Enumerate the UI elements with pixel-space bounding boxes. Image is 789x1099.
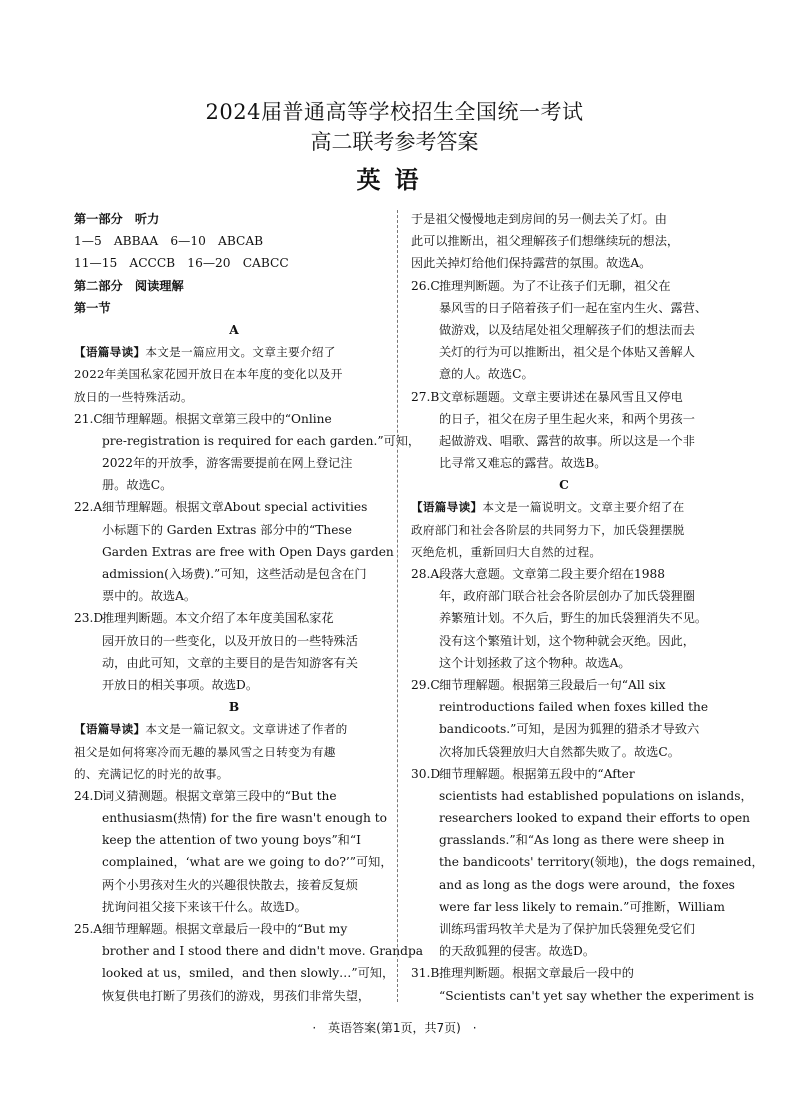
explanation-line: 这个计划拯救了这个物种。故选A。: [439, 655, 631, 670]
explanation-line: 册。故选C。: [102, 478, 173, 493]
explanation-line: 园开放日的一些变化，以及开放日的一些特殊活: [102, 633, 358, 648]
explanation-line: were far less likely to remain.”可推断，William: [439, 899, 725, 914]
explanation-line: and as long as the dogs were around，the foxes: [439, 877, 735, 892]
explanation-line: 的天敌狐狸的侵害。故选D。: [439, 944, 596, 959]
section-heading: 第二部分 阅读理解: [74, 278, 184, 293]
explanation-line: 小标题下的 Garden Extras 部分中的“These: [102, 522, 352, 537]
explanation-line: 因此关掉灯给他们保持露营的氛围。故选A。: [411, 256, 652, 271]
column-divider: [397, 210, 398, 1002]
answer-item: [74, 918, 394, 940]
explanation-line: 没有这个繁殖计划，这个物种就会灭绝。因此，: [439, 633, 695, 648]
explanation-line: “Scientists can't yet say whether the experiment is: [439, 988, 755, 1003]
explanation-line: 次将加氏袋狸放归大自然都失败了。故选C。: [439, 744, 680, 759]
guide-text: 本文是一篇应用文。文章主要介绍了: [145, 345, 336, 360]
section-heading: 第一节: [74, 300, 111, 315]
explanation-line: 的日子，祖父在房子里生起火来，和两个男孩一: [439, 411, 695, 426]
explanation-line: bandicoots.”可知，是因为狐狸的猎杀才导致六: [439, 722, 700, 737]
guide-text-line: 2022年美国私家花园开放日在本年度的变化以及开: [74, 367, 343, 382]
guide-tag: 【语篇导读】: [74, 345, 146, 360]
passage-label: C: [559, 478, 569, 493]
explanation-line: 开放日的相关事项。故选D。: [102, 677, 259, 692]
guide-text: 本文是一篇说明文。文章主要介绍了在: [482, 500, 685, 515]
exam-title: 2024届普通高等学校招生全国统一考试: [205, 100, 584, 124]
explanation-line: 训练玛雷玛牧羊犬是为了保护加氏袋狸免受它们: [439, 922, 695, 936]
guide-text-line: 的、充满记忆的时光的故事。: [74, 766, 229, 781]
answer-item: [411, 674, 717, 696]
passage-guide: [74, 718, 394, 740]
explanation-line: grasslands.”和“As long as there were sheep in: [439, 833, 725, 848]
explanation-line: keep the attention of two young boys”和“I: [102, 833, 361, 848]
explanation-line: reintroductions failed when foxes killed the: [439, 700, 709, 715]
explanation-line: 起做游戏、唱歌、露营的故事。所以这是一个非: [439, 433, 695, 448]
explanation-line: 于是祖父慢慢地走到房间的另一侧去关了灯。由: [411, 212, 667, 226]
page-footer: · 英语答案(第1页，共7页) ·: [312, 1021, 477, 1035]
explanation-line: researchers looked to expand their efforts to open: [439, 811, 751, 826]
explanation-line: 养繁殖计划。不久后，野生的加氏袋狸消失不见。: [439, 611, 708, 626]
answer-item: [411, 386, 717, 408]
passage-label: A: [229, 322, 239, 337]
guide-tag: 【语篇导读】: [411, 500, 483, 515]
guide-text-line: 灭绝危机，重新回归大自然的过程。: [411, 544, 602, 559]
answer-item: [411, 962, 717, 984]
exam-subtitle: 高二联考参考答案: [310, 130, 479, 154]
explanation-line: 做游戏，以及结尾处祖父理解孩子们的想法而去: [439, 322, 695, 337]
guide-text-line: 政府部门和社会各阶层的共同努力下，加氏袋狸摆脱: [411, 522, 685, 537]
answer-explanation: 细节理解题。根据文章第三段中的“Online: [102, 411, 332, 426]
guide-tag: 【语篇导读】: [74, 722, 146, 737]
answer-item: [74, 607, 394, 629]
answer-explanation: 段落大意题。文章第二段主要介绍在1988: [439, 567, 666, 581]
passage-label: B: [228, 700, 240, 715]
explanation-line: scientists had established populations on islands，: [439, 788, 753, 803]
passage-guide: [74, 341, 394, 363]
text-line: 11—15 ACCCB 16—20 CABCC: [74, 256, 289, 271]
answer-number: 24.D: [74, 788, 104, 803]
right-column: [411, 208, 764, 1007]
explanation-line: enthusiasm(热情) for the fire wasn't enough to: [102, 811, 388, 826]
passage-guide: [411, 496, 717, 518]
answer-number: 27.B: [411, 389, 440, 404]
explanation-line: looked at us，smiled，and then slowly…”可知，: [102, 966, 395, 981]
answer-number: 25.A: [74, 922, 103, 936]
section-heading: 第一部分 听力: [74, 212, 160, 226]
answer-explanation: 细节理解题。根据文章最后一段中的“But my: [102, 922, 348, 936]
answer-number: 21.C: [74, 411, 103, 426]
answer-number: 26.C: [411, 278, 440, 293]
explanation-line: brother and I stood there and didn't move. Grandpa: [102, 944, 424, 959]
guide-text: 本文是一篇记叙文。文章讲述了作者的: [145, 722, 348, 737]
answer-explanation: 文章标题题。文章主要讲述在暴风雪且又停电: [439, 389, 683, 404]
explanation-line: 扰询问祖父接下来该干什么。故选D。: [102, 899, 307, 914]
explanation-line: admission(入场费).”可知，这些活动是包含在门: [102, 567, 367, 581]
answer-item: [74, 785, 394, 807]
answer-item: [74, 496, 394, 518]
explanation-line: Garden Extras are free with Open Days garden: [102, 544, 394, 559]
answer-item: [74, 408, 394, 430]
answer-explanation: 细节理解题。根据第三段最后一句“All six: [439, 677, 666, 692]
explanation-line: 年，政府部门联合社会各阶层创办了加氏袋狸圈: [439, 589, 695, 604]
explanation-line: 暴风雪的日子陪着孩子们一起在室内生火、露营、: [439, 300, 708, 315]
explanation-line: 关灯的行为可以推断出，祖父是个体贴又善解人: [439, 345, 695, 360]
explanation-line: 此可以推断出，祖父理解孩子们想继续玩的想法，: [411, 234, 680, 249]
answer-explanation: 推理判断题。根据文章最后一段中的: [439, 966, 634, 981]
answer-number: 31.B: [411, 966, 440, 981]
explanation-line: 意的人。故选C。: [439, 367, 534, 382]
subject-title: 英语: [356, 165, 433, 194]
answer-explanation: 推理判断题。本文介绍了本年度美国私家花: [102, 611, 334, 626]
explanation-line: 动，由此可知，文章的主要目的是告知游客有关: [102, 655, 358, 670]
explanation-line: 票中的。故选A。: [102, 589, 197, 604]
answer-explanation: 推理判断题。为了不让孩子们无聊，祖父在: [439, 278, 671, 293]
text-line: 1—5 ABBAA 6—10 ABCAB: [74, 234, 264, 249]
guide-text-line: 祖父是如何将寒冷而无趣的暴风雪之日转变为有趣: [74, 744, 336, 759]
explanation-line: complained，‘what are we going to do?’”可知，: [102, 855, 393, 870]
explanation-line: 两个小男孩对生火的兴趣很快散去，接着反复烦: [102, 877, 358, 892]
answer-item: [411, 763, 717, 785]
answer-item: [411, 275, 717, 297]
answer-item: [411, 563, 717, 585]
guide-text-line: 放日的一些特殊活动。: [74, 389, 193, 404]
explanation-line: 2022年的开放季，游客需要提前在网上登记注: [102, 456, 353, 471]
answer-number: 28.A: [411, 567, 440, 581]
explanation-line: 比寻常又难忘的露营。故选B。: [439, 456, 607, 471]
answer-explanation: 细节理解题。根据文章About special activities: [102, 500, 368, 515]
answer-number: 23.D: [74, 611, 104, 626]
answer-explanation: 细节理解题。根据第五段中的“After: [439, 766, 635, 781]
answer-number: 30.D: [411, 766, 441, 781]
answer-number: 22.A: [74, 500, 103, 515]
answer-explanation: 词义猜测题。根据文章第三段中的“But the: [102, 788, 337, 803]
explanation-line: pre-registration is required for each garden.”可知，: [102, 433, 421, 448]
explanation-line: 恢复供电打断了男孩们的游戏，男孩们非常失望，: [102, 988, 371, 1003]
left-column: [74, 208, 424, 1007]
answer-number: 29.C: [411, 677, 440, 692]
explanation-line: the bandicoots' territory(领地)，the dogs remained，: [439, 855, 764, 870]
